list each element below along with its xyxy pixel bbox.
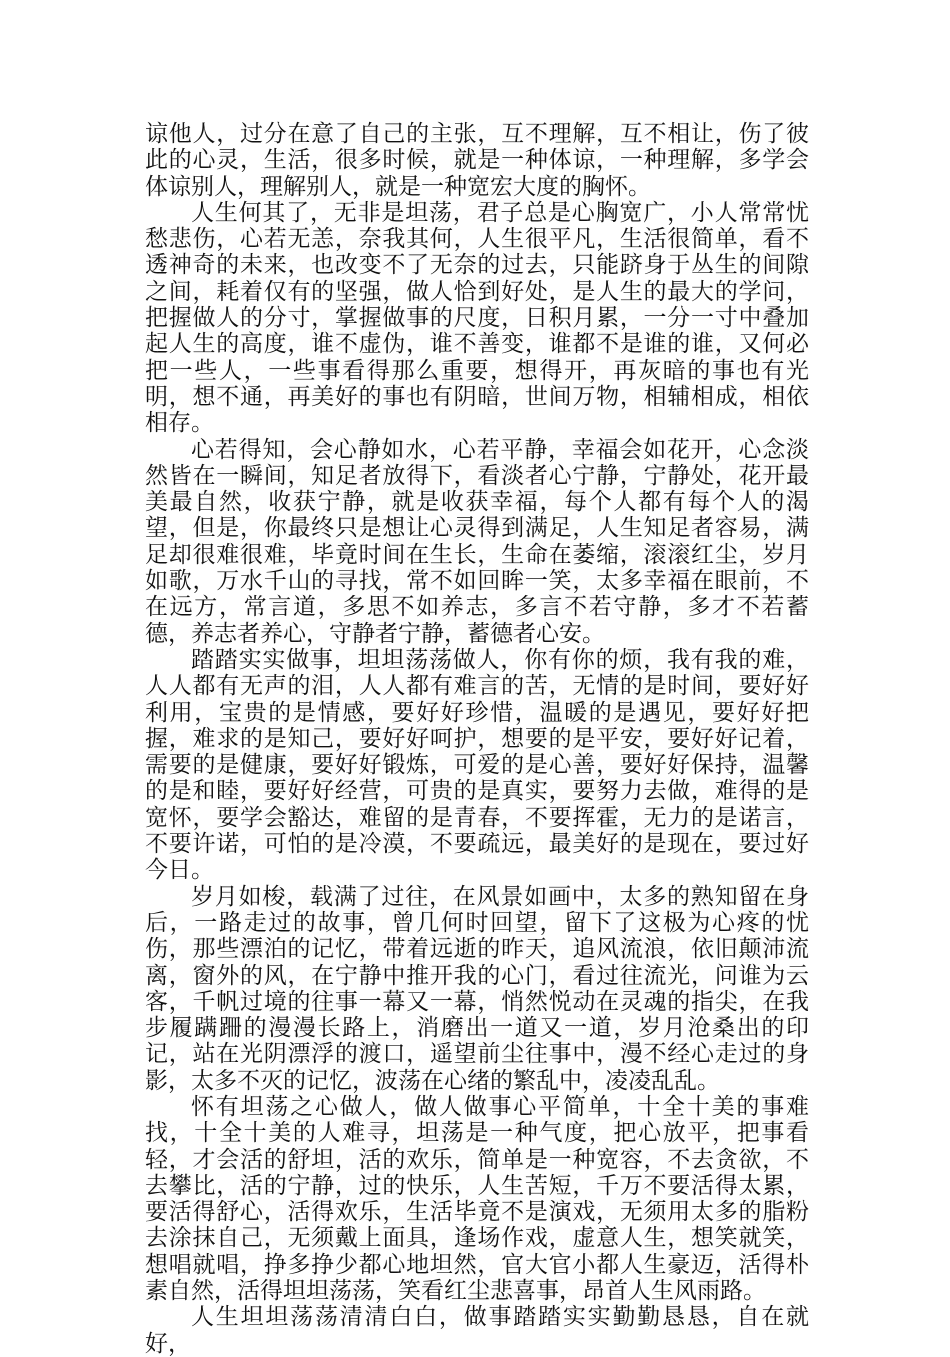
paragraph-3: 心若得知，会心静如水，心若平静，幸福会如花开，心念淡然皆在一瞬间，知足者放得下，看淡者心宁静，宁静处，花开最美最自然，收获宁静，就是收获幸福，每个人都有每个人的渴望，但是，你最终只是想让心灵得到满足，人生知足者容易，满足却很难很难，毕竟时间在生长，生命在萎缩，滚滚红尘，岁月如歌，万水千山的寻找，常不如回眸一笑，太多幸福在眼前，不在远方，常言道，多思不如养志，多言不若守静，多才不若蓄德，养志者养心，守静者宁静，蓄德者心安。 [145,436,809,647]
paragraph-7: 人生坦坦荡荡清清白白，做事踏踏实实勤勤恳恳，自在就好， [145,1304,809,1357]
paragraph-6: 怀有坦荡之心做人，做人做事心平简单，十全十美的事难找，十全十美的人难寻，坦荡是一种气度，把心放平，把事看轻，才会活的舒坦，活的欢乐，简单是一种宽容，不去贪欲，不去攀比，活的宁静，过的快乐，人生苦短，千万不要活得太累，要活得舒心，活得欢乐，生活毕竟不是演戏，无须用太多的脂粉去涂抹自己，无须戴上面具，逢场作戏，虚意人生，想笑就笑，想唱就唱，挣多挣少都心地坦然，官大官小都人生豪迈，活得朴素自然，活得坦坦荡荡，笑看红尘悲喜事，昂首人生风雨路。 [145,1093,809,1305]
paragraph-1: 谅他人，过分在意了自己的主张，互不理解，互不相让，伤了彼此的心灵，生活，很多时候，就是一种体谅，一种理解，多学会体谅别人，理解别人，就是一种宽宏大度的胸怀。 [145,121,809,200]
paragraph-2: 人生何其了，无非是坦荡，君子总是心胸宽广，小人常常忧愁悲伤，心若无恙，奈我其何，人生很平凡，生活很简单，看不透神奇的未来，也改变不了无奈的过去，只能跻身于丛生的间隙之间，耗着仅有的坚强，做人恰到好处，是人生的最大的学问，把握做人的分寸，掌握做事的尺度，日积月累，一分一寸中叠加起人生的高度，谁不虚伪，谁不善变，谁都不是谁的谁，又何必把一些人，一些事看得那么重要，想得开，再灰暗的事也有光明，想不通，再美好的事也有阴暗，世间万物，相辅相成，相依相存。 [145,199,809,437]
paragraph-5: 岁月如梭，载满了过往，在风景如画中，太多的熟知留在身后，一路走过的故事，曾几何时回望，留下了这极为心疼的忧伤，那些漂泊的记忆，带着远逝的昨天，追风流浪，依旧颠沛流离，窗外的风，在宁静中推开我的心门，看过往流光，问谁为云客，千帆过境的往事一幕又一幕，悄然悦动在灵魂的指尖，在我步履蹒跚的漫漫长路上，消磨出一道又一道，岁月沧桑出的印记，站在光阴漂浮的渡口，遥望前尘往事中，漫不经心走过的身影，太多不灭的记忆，波荡在心绪的繁乱中，凌凌乱乱。 [145,883,809,1094]
paragraph-4: 踏踏实实做事，坦坦荡荡做人，你有你的烦，我有我的难，人人都有无声的泪，人人都有难言的苦，无情的是时间，要好好利用，宝贵的是情感，要好好珍惜，温暖的是遇见，要好好把握，难求的是知己，要好好呵护，想要的是平安，要好好记着，需要的是健康，要好好锻炼，可爱的是心善，要好好保持，温馨的是和睦，要好好经营，可贵的是真实，要努力去做，难得的是宽怀，要学会豁达，难留的是青春，不要挥霍，无力的是诺言，不要许诺，可怕的是冷漠，不要疏远，最美好的是现在，要过好今日。 [145,646,809,884]
document-body [145,121,809,1357]
